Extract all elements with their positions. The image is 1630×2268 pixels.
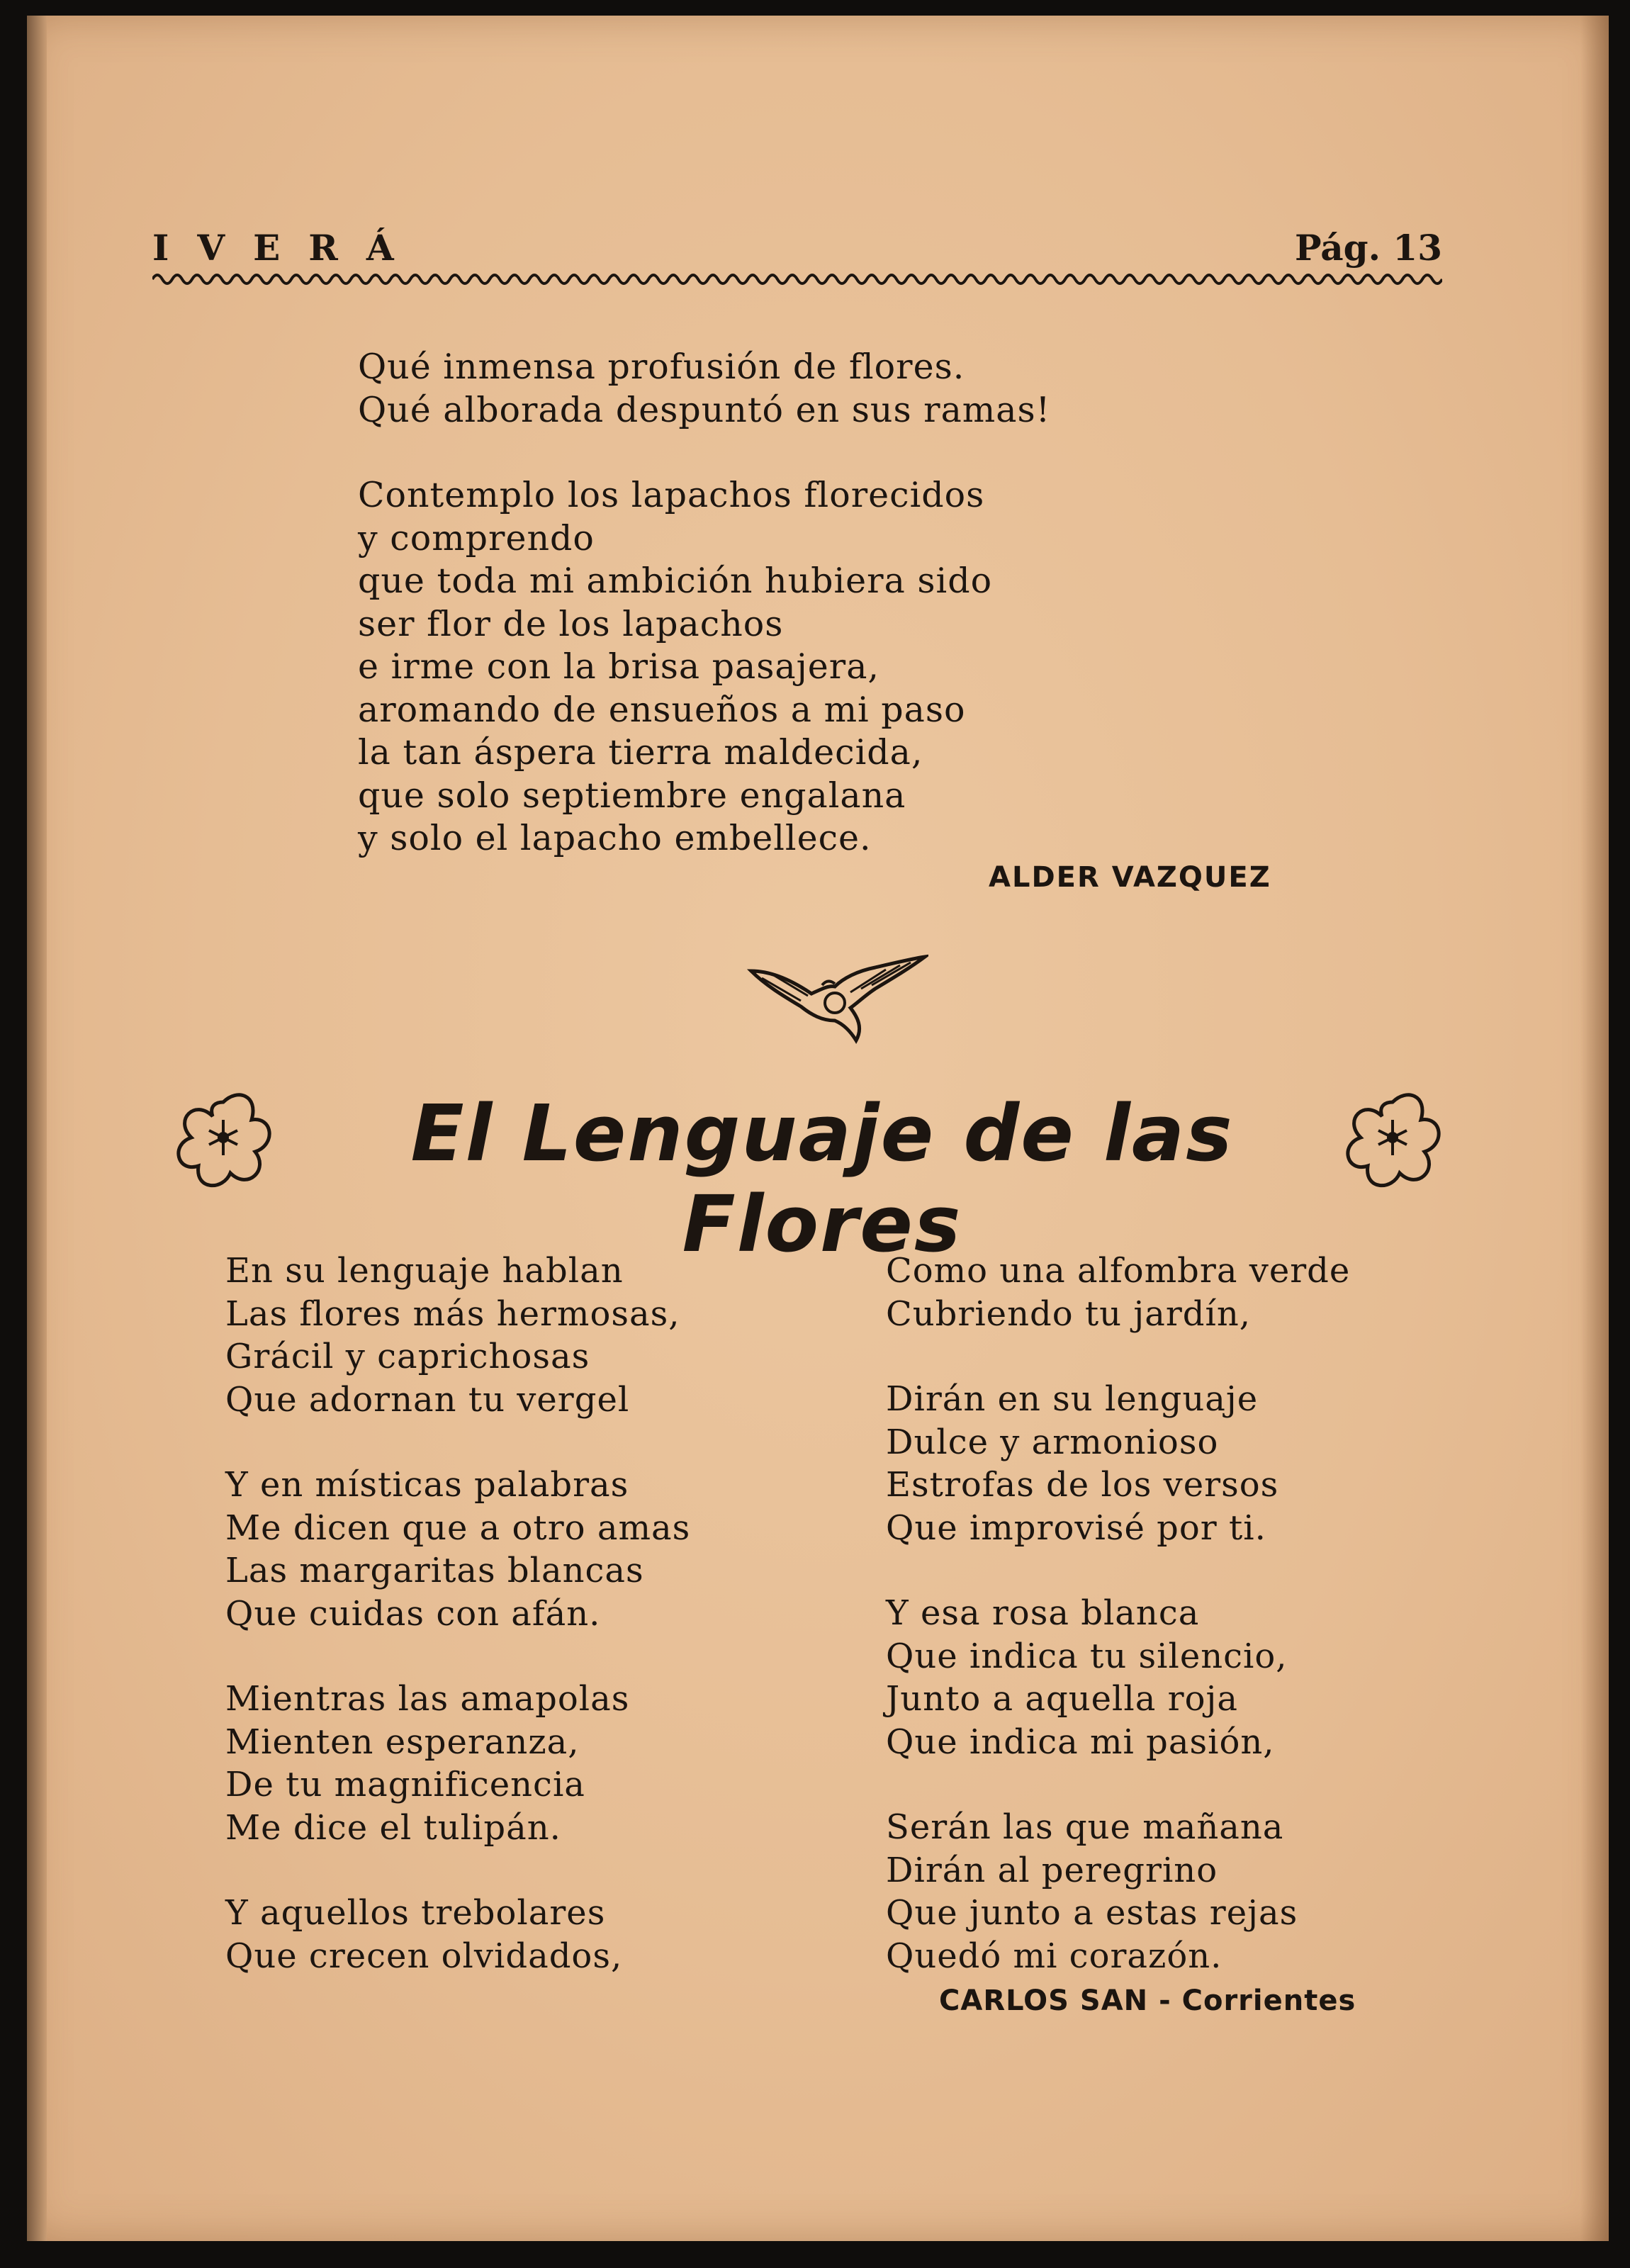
verse-line: Contemplo los lapachos florecidos bbox=[358, 475, 985, 515]
verse-line: y solo el lapacho embellece. bbox=[358, 818, 872, 858]
stanza bbox=[225, 1250, 690, 1421]
poem-title: El Lenguaje de las Flores bbox=[410, 1088, 1234, 1269]
verse-line: Que indica tu silencio, bbox=[886, 1636, 1288, 1676]
stanza bbox=[886, 1250, 1350, 1335]
poem-lapachos bbox=[358, 346, 1050, 903]
flower-ornament-icon bbox=[1339, 1088, 1446, 1194]
verse-line: Que improvisé por ti. bbox=[886, 1508, 1266, 1548]
verse-line: Y en místicas palabras bbox=[225, 1465, 629, 1505]
verse-line: Que indica mi pasión, bbox=[886, 1722, 1275, 1762]
stanza bbox=[225, 1464, 690, 1635]
verse-line: Dulce y armonioso bbox=[886, 1422, 1219, 1462]
poem-right-column bbox=[886, 1250, 1350, 2020]
verse-line: Las flores más hermosas, bbox=[225, 1293, 680, 1334]
verse-line: Y aquellos trebolares bbox=[225, 1893, 606, 1933]
verse-line: Me dicen que a otro amas bbox=[225, 1508, 691, 1548]
verse-line: Qué alborada despuntó en sus ramas! bbox=[358, 389, 1051, 430]
author-signature: CARLOS SAN - Corrientes bbox=[939, 1984, 1356, 2017]
verse-line: De tu magnificencia bbox=[225, 1765, 585, 1804]
page-number: Pág. 13 bbox=[1294, 227, 1442, 269]
verse-line: que solo septiembre engalana bbox=[358, 775, 906, 816]
verse-line: que toda mi ambición hubiera sido bbox=[358, 561, 993, 601]
verse-line: aromando de ensueños a mi paso bbox=[358, 689, 966, 730]
verse-line: la tan áspera tierra maldecida, bbox=[358, 732, 923, 773]
verse-line: e irme con la brisa pasajera, bbox=[358, 646, 879, 687]
stanza bbox=[886, 1806, 1350, 1977]
verse-line: En su lenguaje hablan bbox=[225, 1251, 624, 1291]
verse-line: Cubriendo tu jardín, bbox=[886, 1293, 1252, 1334]
verse-line: Que cuidas con afán. bbox=[225, 1593, 601, 1634]
stanza bbox=[886, 1378, 1350, 1549]
verse-line: Que crecen olvidados, bbox=[225, 1936, 623, 1976]
stanza bbox=[358, 474, 1050, 860]
flower-ornament-icon bbox=[170, 1088, 276, 1194]
stanza bbox=[358, 346, 1050, 432]
verse-line: Me dice el tulipán. bbox=[225, 1807, 561, 1848]
verse-line: Serán las que mañana bbox=[886, 1807, 1284, 1847]
verse-line: Qué inmensa profusión de flores. bbox=[358, 347, 965, 387]
book-gutter bbox=[27, 16, 47, 2241]
page-edge-shadow bbox=[1580, 16, 1609, 2241]
verse-line: Que adornan tu vergel bbox=[225, 1379, 630, 1420]
wavy-rule bbox=[152, 269, 1442, 288]
verse-line: Quedó mi corazón. bbox=[886, 1936, 1222, 1976]
verse-line: Dirán en su lenguaje bbox=[886, 1379, 1259, 1419]
verse-line: Las margaritas blancas bbox=[225, 1551, 644, 1590]
author-signature: ALDER VAZQUEZ bbox=[989, 861, 1271, 894]
bird-ornament-icon bbox=[744, 950, 928, 1045]
verse-line: Mienten esperanza, bbox=[225, 1722, 580, 1762]
stanza bbox=[225, 1892, 690, 1977]
verse-line: Grácil y caprichosas bbox=[225, 1337, 590, 1376]
verse-line: ser flor de los lapachos bbox=[358, 603, 784, 644]
page-header bbox=[152, 213, 1442, 269]
masthead: IVERÁ bbox=[152, 227, 422, 269]
verse-line: Estrofas de los versos bbox=[886, 1465, 1279, 1505]
stanza bbox=[225, 1678, 690, 1849]
verse-line: y comprendo bbox=[358, 517, 595, 558]
verse-line: Como una alfombra verde bbox=[886, 1251, 1351, 1291]
verse-line: Que junto a estas rejas bbox=[886, 1893, 1298, 1933]
verse-line: Dirán al peregrino bbox=[886, 1850, 1218, 1890]
verse-line: Junto a aquella roja bbox=[886, 1679, 1238, 1719]
verse-line: Mientras las amapolas bbox=[225, 1679, 630, 1719]
poem-left-column bbox=[225, 1250, 690, 2020]
verse-line: Y esa rosa blanca bbox=[886, 1593, 1200, 1633]
stanza bbox=[886, 1592, 1350, 1763]
